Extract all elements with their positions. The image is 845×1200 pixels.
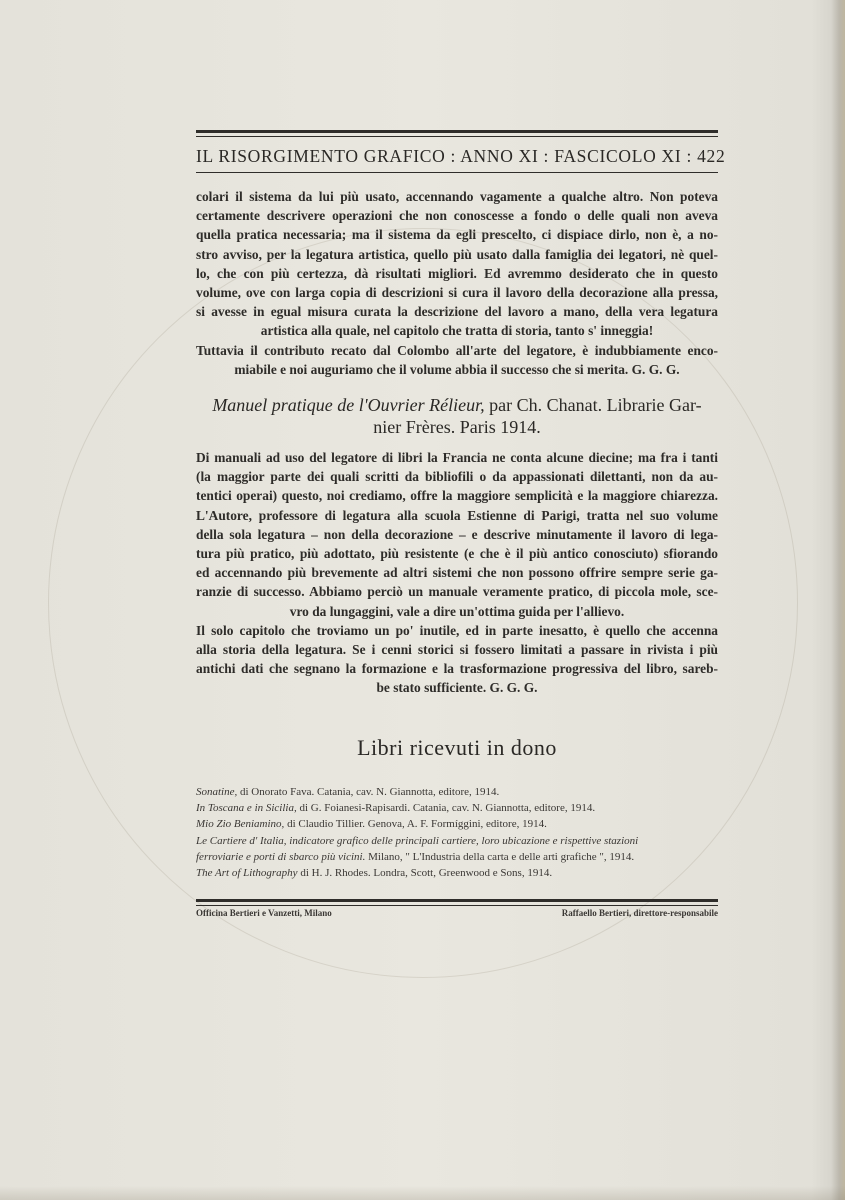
book-details: di Claudio Tillier. Genova, A. F. Formíggini, editore, 1914.	[284, 818, 547, 831]
book-entry	[196, 865, 718, 881]
review1-line: lo, che con più certezza, dà risultati migliori. Ed avremmo desiderato che in questo	[196, 265, 718, 281]
book-entry	[196, 833, 718, 849]
review2-line: antichi dati che segnano la formazione e la trasformazione progressiva del libro, sareb-	[196, 661, 718, 677]
review2-line: della sola legatura – non della decorazione – e descrive minutamente il lavoro di lega-	[196, 526, 718, 542]
review2-line: ed accennando più brevemente ad altri sistemi che non possono offrire sempre serie ga-	[196, 565, 718, 581]
review1-line: artistica alla quale, nel capitolo che tratta di storia, tanto s' inneggia!	[260, 323, 654, 339]
review1-line: certamente descrivere operazioni che non conoscesse a fondo o delle quali non aveva	[196, 208, 718, 224]
review2-title	[196, 394, 718, 438]
book-entry	[196, 849, 718, 865]
footer	[196, 908, 718, 918]
review2-line: be stato sufficiente. G. G. G.	[376, 680, 538, 696]
review2-line: tura più pratico, più adottato, più resistente (e che è il più antico conosciuto) sfiorando	[196, 546, 718, 562]
review1-line: colari il sistema da lui più usato, accennando vagamente a qualche altro. Non poteva	[196, 189, 718, 204]
review2-text	[196, 448, 718, 698]
book-title: In Toscana e in Sicilia,	[196, 802, 297, 815]
review1-line: stro avviso, per la legatura artistica, quello più usato dalla famiglia dei legatori, nè quel-	[196, 246, 718, 262]
book-title: Le Cartiere d' Italia, indicatore grafico delle principali cartiere, loro ubicazione e rispettive stazioni	[196, 834, 639, 847]
review1-line: volume, ove con larga copia di descrizioni si cura il lavoro della decorazione alla pressa,	[196, 285, 718, 301]
header-rule	[196, 130, 718, 137]
book-details: di Onorato Fava. Catania, cav. N. Giannotta, editore, 1914.	[237, 786, 500, 798]
review2-line: vro da lungaggini, vale a dire un'ottima guida per l'allievo.	[289, 603, 625, 619]
review1-line: miabile e noi auguriamo che il volume abbia il successo che si merita. G. G. G.	[234, 361, 680, 377]
review2-title-line-1	[196, 394, 718, 416]
review2-line: ranzie di successo. Abbiamo perciò un manuale veramente pratico, di piccola mole, sce-	[196, 584, 718, 600]
book-details: di H. J. Rhodes. Londra, Scott, Greenwood e Sons, 1914.	[297, 867, 553, 880]
review2-line: tentici operai) questo, noi crediamo, offre la maggiore semplicità e la maggiore chiarezza.	[196, 488, 718, 504]
book-entry	[196, 800, 718, 816]
section-title: Libri ricevuti in dono	[357, 735, 557, 760]
review2-book-title: Manuel pratique de l'Ouvrier Rélieur,	[212, 395, 485, 415]
book-title: The Art of Lithography	[196, 867, 298, 880]
running-head-rule	[196, 172, 718, 173]
page-edge	[831, 0, 845, 1200]
book-title: Mio Zio Beniamino,	[196, 818, 285, 831]
footer-printer: Officina Bertieri e Vanzetti, Milano	[196, 908, 332, 918]
page-bottom-edge	[0, 1186, 845, 1200]
footer-director: Raffaello Bertieri, direttore-responsabile	[561, 908, 718, 918]
review1-line: si avesse in egual misura curata la descrizione del lavoro a mano, della vera legatura	[196, 304, 718, 320]
review1-text	[196, 187, 718, 379]
book-entry	[196, 816, 718, 832]
review2-line: alla storia della legatura. Se i cenni storici si fossero limitati a passare in rivista i più	[196, 642, 718, 658]
review1-line: Tuttavia il contributo recato dal Colombo all'arte del legatore, è indubbiamente enco-	[196, 342, 718, 358]
review2-author: par Ch. Chanat. Librarie Gar-	[484, 395, 702, 415]
review2-title-line-2: nier Frères. Paris 1914.	[373, 417, 541, 437]
book-title: Sonatine,	[196, 786, 238, 798]
running-head: IL RISORGIMENTO GRAFICO : ANNO XI : FASCICOLO XI : 422	[196, 146, 726, 166]
review1-line: quella pratica necessaria; ma il sistema da egli prescelto, ci dispiace dirlo, non è, a no-	[196, 227, 718, 243]
review2-line: Il solo capitolo che troviamo un po' inutile, ed in parte inesatto, è quello che accenna	[196, 622, 718, 638]
book-details: Milano, " L'Industria della carta e delle arti grafiche ", 1914.	[365, 850, 635, 863]
book-title: ferroviarie e porti di sbarco più vicini.	[196, 850, 366, 863]
review2-line: Di manuali ad uso del legatore di libri la Francia ne conta alcune diecine; ma fra i tanti	[196, 450, 718, 465]
book-entry	[196, 784, 718, 800]
review2-line: (la maggior parte dei quali scritti da bibliofili o da appassionati dilettanti, non da au-	[196, 469, 718, 485]
book-details: di G. Foianesi-Rapisardi. Catania, cav. N. Giannotta, editore, 1914.	[296, 802, 596, 815]
review2-line: L'Autore, professore di legatura alla scuola Estienne di Parigi, tratta nel suo volume	[196, 507, 718, 523]
footer-rule	[196, 899, 718, 906]
books-list	[196, 784, 718, 881]
